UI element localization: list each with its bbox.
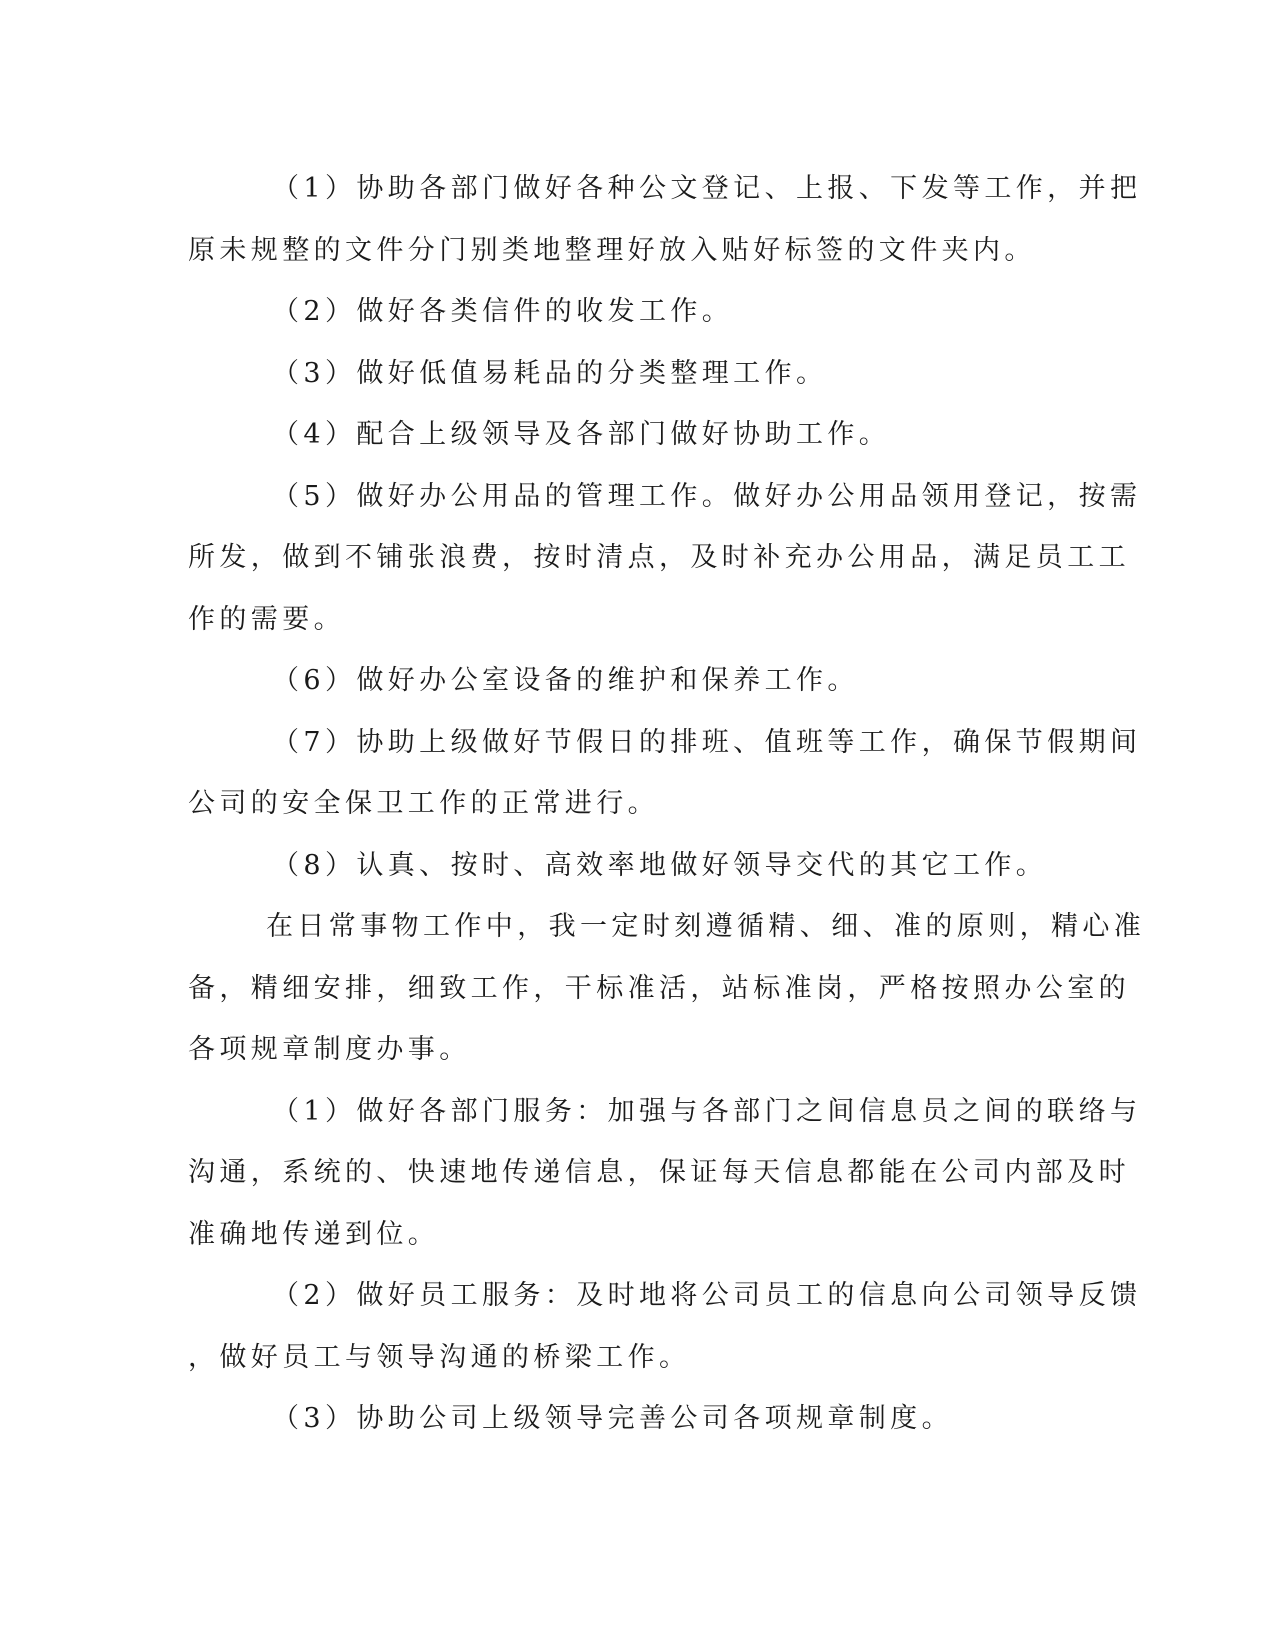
text-line: 原未规整的文件分门别类地整理好放入贴好标签的文件夹内。: [188, 234, 1036, 266]
text-line: ，做好员工与领导沟通的桥梁工作。: [188, 1341, 691, 1373]
text-line: 各项规章制度办事。: [188, 1034, 471, 1065]
paragraph-7: [188, 712, 1142, 835]
text-line: （2）做好员工服务：及时地将公司员工的信息向公司领导反馈: [272, 1280, 1142, 1311]
text-line: （6）做好办公室设备的维护和保养工作。: [272, 665, 859, 696]
document-body: [188, 158, 1146, 1450]
text-line: 公司的安全保卫工作的正常进行。: [188, 788, 659, 819]
paragraph-1: [188, 158, 1142, 281]
paragraph-6: [188, 650, 1078, 712]
paragraph-4: [188, 404, 1078, 466]
text-line: 准确地传递到位。: [188, 1218, 440, 1250]
paragraph-10: [188, 1081, 1142, 1266]
paragraph-2: [188, 281, 1078, 343]
paragraph-9: [188, 896, 1146, 1081]
text-line: 沟通，系统的、快速地传递信息，保证每天信息都能在公司内部及时: [188, 1157, 1130, 1188]
text-line: （5）做好办公用品的管理工作。做好办公用品领用登记，按需: [272, 480, 1142, 512]
paragraph-8: [188, 835, 1078, 897]
text-line: 备，精细安排，细致工作，干标准活，站标准岗，严格按照办公室的: [188, 972, 1130, 1004]
text-line: （1）协助各部门做好各种公文登记、上报、下发等工作，并把: [272, 173, 1142, 204]
text-line: （7）协助上级做好节假日的排班、值班等工作，确保节假期间: [272, 726, 1142, 758]
text-line: （2）做好各类信件的收发工作。: [272, 296, 734, 327]
text-line: 所发，做到不铺张浪费，按时清点，及时补充办公用品，满足员工工: [188, 542, 1130, 573]
paragraph-3: [188, 343, 1078, 405]
paragraph-12: [188, 1388, 1078, 1450]
text-line: 作的需要。: [188, 603, 345, 635]
text-line: （8）认真、按时、高效率地做好领导交代的其它工作。: [272, 849, 1048, 881]
paragraph-11: [188, 1265, 1142, 1388]
text-line: 在日常事物工作中，我一定时刻遵循精、细、准的原则，精心准: [266, 911, 1146, 942]
text-line: （1）做好各部门服务：加强与各部门之间信息员之间的联络与: [272, 1095, 1142, 1127]
text-line: （3）做好低值易耗品的分类整理工作。: [272, 357, 828, 389]
paragraph-5: [188, 466, 1142, 651]
text-line: （3）协助公司上级领导完善公司各项规章制度。: [272, 1403, 953, 1434]
text-line: （4）配合上级领导及各部门做好协助工作。: [272, 419, 891, 450]
